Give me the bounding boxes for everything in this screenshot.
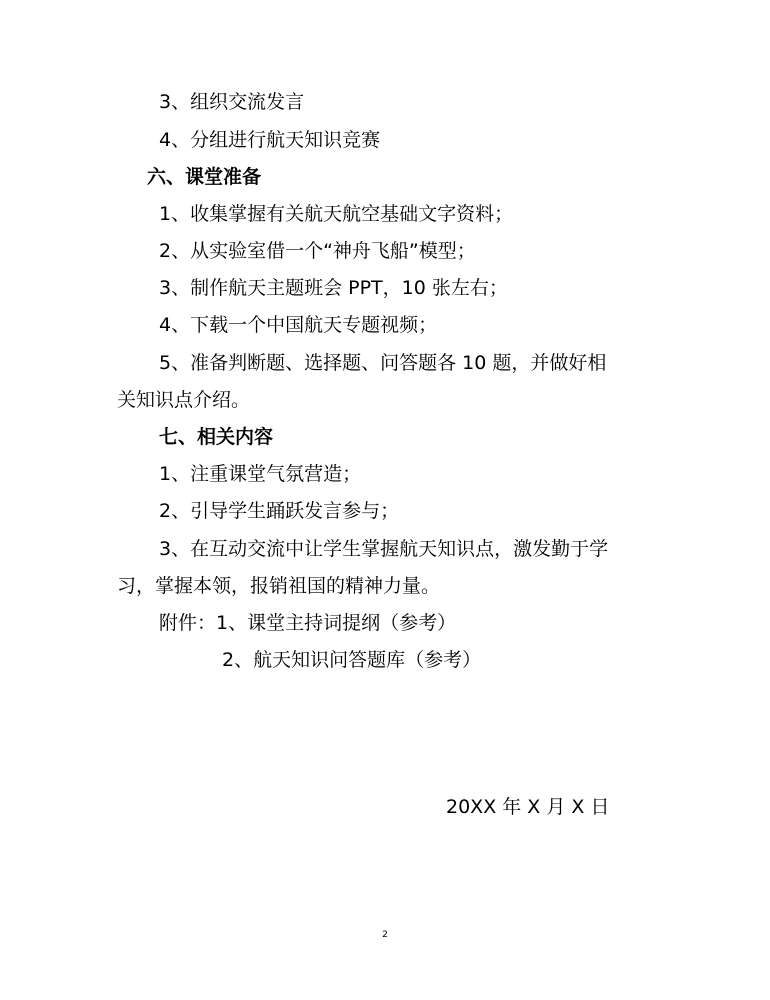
list-item: 5、准备判断题、选择题、问答题各 10 题，并做好相 [159, 352, 607, 374]
list-item: 3、组织交流发言 [159, 91, 305, 113]
list-item: 2、从实验室借一个“神舟飞船”模型； [159, 240, 476, 262]
page-number: 2 [382, 930, 388, 940]
document-date: 20XX 年 X 月 X 日 [446, 796, 610, 818]
section-heading: 六、课堂准备 [147, 166, 262, 188]
list-item: 3、在互动交流中让学生掌握航天知识点，激发勤于学 [159, 538, 609, 560]
list-item: 4、分组进行航天知识竞赛 [159, 129, 381, 151]
section-heading: 七、相关内容 [159, 426, 274, 448]
list-item: 1、收集掌握有关航天航空基础文字资料； [159, 203, 514, 225]
attachment-item: 2、航天知识问答题库（参考） [222, 649, 482, 671]
list-item: 2、引导学生踊跃发言参与； [159, 500, 400, 522]
list-item: 4、下载一个中国航天专题视频； [159, 314, 438, 336]
list-item: 3、制作航天主题班会 PPT，10 张左右； [159, 277, 508, 299]
list-item-continuation: 习，掌握本领，报销祖国的精神力量。 [117, 575, 441, 597]
attachment-item: 附件：1、课堂主持词提纲（参考） [159, 612, 457, 634]
list-item-continuation: 关知识点介绍。 [117, 389, 251, 411]
list-item: 1、注重课堂气氛营造； [159, 463, 362, 485]
